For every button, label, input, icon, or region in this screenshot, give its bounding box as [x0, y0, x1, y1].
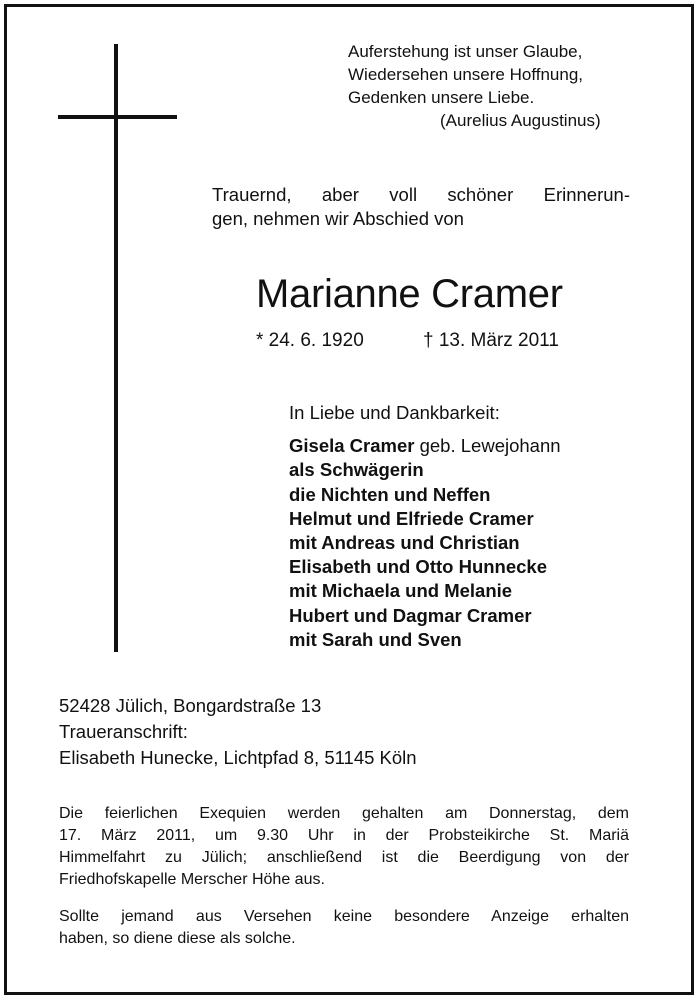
notice-line: Himmelfahrt zu Jülich; anschließend ist die Beerdigung von der	[59, 849, 629, 866]
note-line: Sollte jemand aus Versehen keine besondere Anzeige erhalten	[59, 908, 629, 925]
mourners-list	[289, 401, 561, 652]
funeral-notice	[59, 803, 629, 891]
intro-line: Trauernd, aber voll schöner Erinnerun-	[212, 184, 630, 205]
deceased-name: Marianne Cramer	[256, 272, 563, 316]
notice-line: Die feierlichen Exequien werden gehalten am Donnerstag, dem	[59, 805, 629, 822]
notice-line: 17. März 2011, um 9.30 Uhr in der Probsteikirche St. Mariä	[59, 827, 629, 844]
mourner-entry: Hubert und Dagmar Cramer	[289, 604, 532, 626]
address-label: Traueranschrift:	[59, 721, 188, 742]
mourner-entry: Helmut und Elfriede Cramer	[289, 507, 534, 529]
mourner-entry: die Nichten und Neffen	[289, 483, 491, 505]
notice-line: Friedhofskapelle Merscher Höhe aus.	[59, 871, 325, 888]
address-line: 52428 Jülich, Bongardstraße 13	[59, 695, 322, 716]
mourner-entry: mit Michaela und Melanie	[289, 580, 513, 602]
cross-vertical-bar	[114, 44, 118, 652]
quote-line: Wiedersehen unsere Hoffnung,	[348, 65, 584, 84]
mourner-maiden-name: geb. Lewejohann	[414, 435, 561, 457]
death-date: † 13. März 2011	[423, 330, 559, 351]
mourner-entry: Elisabeth und Otto Hunnecke	[289, 556, 547, 578]
birth-date: * 24. 6. 1920	[256, 330, 364, 351]
announcement-note	[59, 906, 629, 950]
note-line: haben, so diene diese als solche.	[59, 930, 296, 947]
mourner-entry: mit Sarah und Sven	[289, 628, 462, 650]
life-dates	[256, 328, 596, 354]
mourning-address: Elisabeth Hunecke, Lichtpfad 8, 51145 Köln	[59, 747, 417, 768]
intro-line: gen, nehmen wir Abschied von	[212, 208, 464, 229]
mourner-name: Gisela Cramer	[289, 435, 415, 457]
mourner-entry	[289, 434, 561, 458]
address-block	[59, 693, 417, 771]
cross-horizontal-bar	[58, 115, 177, 119]
mourners-heading: In Liebe und Dankbarkeit:	[289, 402, 500, 423]
quote-line: Auferstehung ist unser Glaube,	[348, 42, 583, 61]
quote-author: (Aurelius Augustinus)	[440, 111, 601, 130]
bible-quote	[348, 40, 601, 132]
quote-line: Gedenken unsere Liebe.	[348, 88, 535, 107]
mourner-entry: mit Andreas und Christian	[289, 532, 520, 554]
mourner-entry: als Schwägerin	[289, 459, 424, 481]
intro-text	[212, 183, 630, 231]
